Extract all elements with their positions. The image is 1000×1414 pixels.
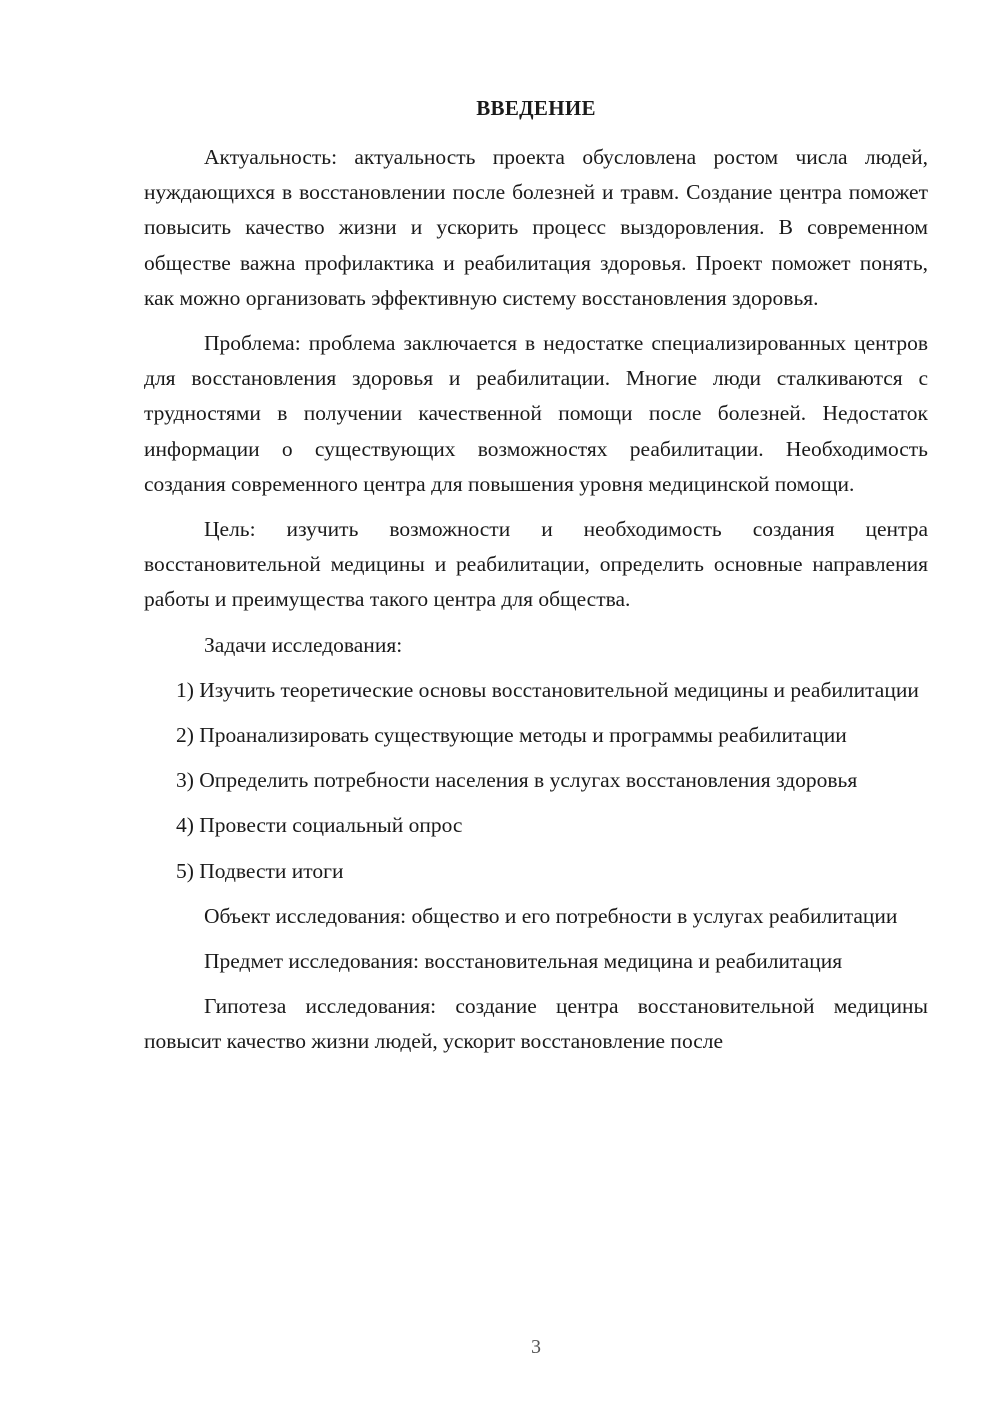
paragraph-hypothesis: Гипотеза исследования: создание центра восстановительной медицины повысит качество жизни людей, ускорит восстановление после [144,994,928,1054]
list-item-task-1: 1) Изучить теоретические основы восстановительной медицины и реабилитации [176,677,919,702]
paragraph-goal: Цель: изучить возможности и необходимость создания центра восстановительной медицины и реабилитации, определить основные направления работы и преимущества такого центра для общества. [144,517,928,612]
paragraph-problem: Проблема: проблема заключается в недостатке специализированных центров для восстановления здоровья и реабилитации. Многие люди сталкиваются с трудностями в получении качественной помощи после болезней. Недостаток информации о существующих возможностях реабилитации. Необходимость создания современного центра для повышения уровня медицинской помощи. [144,331,928,496]
document-body [144,140,928,1060]
paragraph-tasks-heading: Задачи исследования: [204,632,403,657]
list-item-task-2: 2) Проанализировать существующие методы и программы реабилитации [176,723,847,748]
section-heading: ВВЕДЕНИЕ [476,96,596,120]
list-item-task-5: 5) Подвести итоги [176,858,344,883]
paragraph-object: Объект исследования: общество и его потребности в услугах реабилитации [204,903,898,928]
list-item-task-3: 3) Определить потребности населения в услугах восстановления здоровья [176,768,858,793]
paragraph-subject: Предмет исследования: восстановительная медицина и реабилитация [204,949,843,974]
list-item-task-4: 4) Провести социальный опрос [176,813,463,838]
page-number: 3 [531,1336,541,1358]
paragraph-relevance: Актуальность: актуальность проекта обусловлена ростом числа людей, нуждающихся в восстановлении после болезней и травм. Создание центра поможет повысить качество жизни и ускорить процесс выздоровления. В современном обществе важна профилактика и реабилитация здоровья. Проект поможет понять, как можно организовать эффективную систему восстановления здоровья. [144,145,928,310]
